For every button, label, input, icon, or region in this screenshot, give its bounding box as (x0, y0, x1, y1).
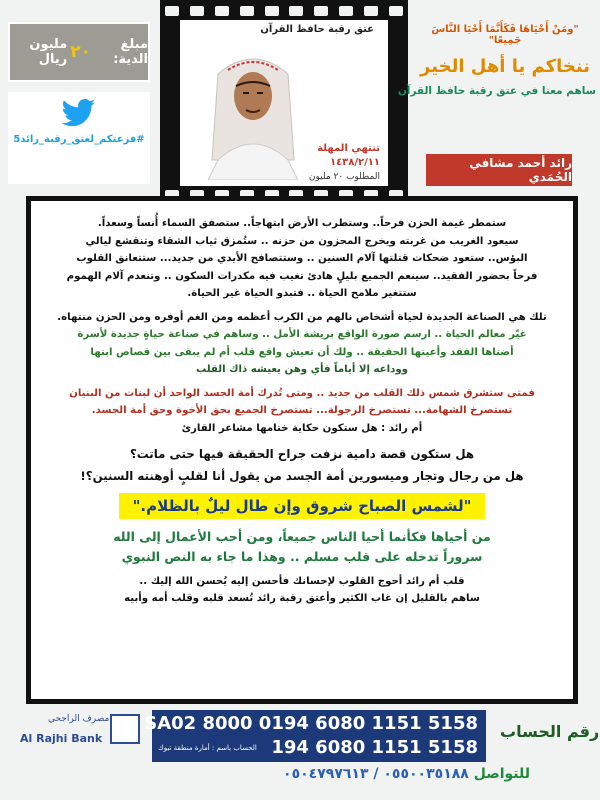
account-label: رقم الحساب (500, 722, 600, 741)
appeal-headline: ننخاكم يا أهل الخير (420, 56, 590, 77)
paragraph-line: فرحاً بحضور الفقيد.. سينعم الجميع بليلٍ هادئ تغيب فيه مكدرات السكون .. وتنعدم آلام الهموم (66, 270, 538, 282)
paragraph-line: ستمطر غيمة الحزن فرحاً.. وستطرب الأرض ابتهاجاً.. ستصفق السماء أُنساً وسعداً. (97, 218, 507, 229)
paragraph-line: سيعود الغريب من غربته ويخرج المحزون من حزنه .. ستُمزق ثياب الشقاء وتنقشع ليالي (85, 235, 519, 247)
account-holder: الحساب باسم : أمارة منطقة تبوك (158, 744, 257, 752)
person-photo (208, 40, 298, 180)
appeal-help: ساهم معنا في عتق رقبة حافظ القرآن (397, 85, 596, 97)
required-amount: المطلوب ٢٠ مليون (308, 172, 380, 182)
closing-line: ساهم بالقليل إن غاب الكثير وأعتق رقبة رائد تُسعد قلبه وقلب أمه وأبيه (124, 593, 480, 604)
frame-info (309, 142, 380, 184)
main-text-box (26, 196, 578, 704)
paragraph-line: البؤس.. ستعود ضحكات قتلتها آلام السنين .. وستتصافح الأيدي من جديد... ستتعانق القلوب (76, 253, 528, 264)
diya-amount-box (8, 22, 150, 82)
paragraph-line: غيّر معالم الحياة .. ارسم صورة الواقع بريشة الأمل .. وساهم في صناعة حياةٍ جديدة لأسرة (77, 329, 527, 340)
slogan-banner: "لشمس الصباح شروق وإن طال ليلٌ بالظلام." (119, 493, 486, 519)
deadline-label: تنتهي المهلة (317, 143, 380, 154)
photo-frame (180, 20, 388, 186)
film-holes-top (160, 2, 408, 20)
paragraph-line: فمتى ستشرق شمس ذلك القلب من جديد .. ومتى تُدرك أمة الجسد الواحد أن لبنات من البنيان (69, 387, 535, 399)
paragraph-line: أم رائد : هل ستكون حكاية ختامها مشاعر القارئ (181, 422, 423, 434)
diya-suffix: مليون ريال (29, 37, 68, 67)
account-number[interactable]: 194 6080 1151 5158 (271, 737, 478, 758)
iban-number[interactable]: SA02 8000 0194 6080 1151 5158 (144, 713, 478, 734)
closing-line: قلب أم رائد أحوج القلوب لإحسانك فأحسن إليه يُحسن الله إليك .. (139, 576, 465, 587)
frame-title: عتق رقبة حافظ القرآن (260, 24, 374, 35)
appeal-block (397, 24, 596, 97)
paragraph-line: تلك هي الصناعة الجديدة لحياة أشخاص نالهم من الكرب أعظمه ومن الغم أوفره ومن الحزن منتهاه. (57, 311, 547, 323)
hadith-line: من أحياها فكأنما أحيا الناس جميعاً، ومن أحب الأعمال إلى الله (113, 529, 491, 544)
twitter-icon (62, 98, 96, 128)
account-box (144, 710, 486, 762)
question-line: هل من رجال وتجار وميسورين أمة الجسد من يقول أنا لقلبٍ أوهنته السنين؟! (80, 469, 524, 483)
quran-verse: "ومَنْ أَحْيَاهَا فَكَأَنَّمَا أَحْيَا النَّاسَ جَمِيعًا" (431, 24, 579, 46)
film-strip (160, 0, 408, 206)
name-banner: رائد أحمد مشافي الحُمَدي (426, 154, 572, 186)
question-line: هل ستكون قصة دامية نزفت جراح الحقيقة فيها حتى ماتت؟ (129, 447, 475, 461)
paragraph-line: أضناها الفقد وأعيتها الحقيقة .. ولك أن تعيش واقع قلب أم لم يبقى بين قصاص ابنها (90, 346, 514, 358)
hashtag-text[interactable]: #فزعتكم_لعتق_رقبة_رائد5 (13, 134, 145, 145)
deadline-date: ١٤٣٨/٢/١١ (329, 157, 380, 168)
hashtag-box (8, 92, 150, 184)
bank-name-ar: مصرف الراجحي (48, 714, 110, 724)
paragraph-line: تستصرخ الشهامة... تستصرخ الرجولة... تستصرخ الجميع بحق الأخوة وحق أمة الجسد. (91, 405, 513, 416)
bank-name-en: Al Rajhi Bank (20, 732, 103, 745)
bank-logo (14, 712, 148, 760)
contact-line (200, 766, 530, 782)
paragraph-line: ووداعه إلا أياماً فأي وهن يعيشه ذاك القلب (195, 364, 409, 375)
hadith-line: سروراً تدخله على قلب مسلم .. وهذا ما جاء به النص النبوي (121, 549, 483, 564)
contact-label: للتواصل (473, 766, 530, 782)
main-text-inner (31, 201, 573, 699)
bank-mark-icon (110, 714, 140, 744)
diya-label: مبلغ الدية: (113, 37, 148, 67)
diya-amount: ٢٠ (70, 42, 92, 62)
paragraph-line: ستتغير ملامح الحياة .. فتبدو الحياة غير الحياة. (187, 288, 417, 299)
contact-phones[interactable]: ٠٥٥٠٠٣٥١٨٨ / ٠٥٠٤٧٩٧٦١٣ (283, 766, 469, 782)
